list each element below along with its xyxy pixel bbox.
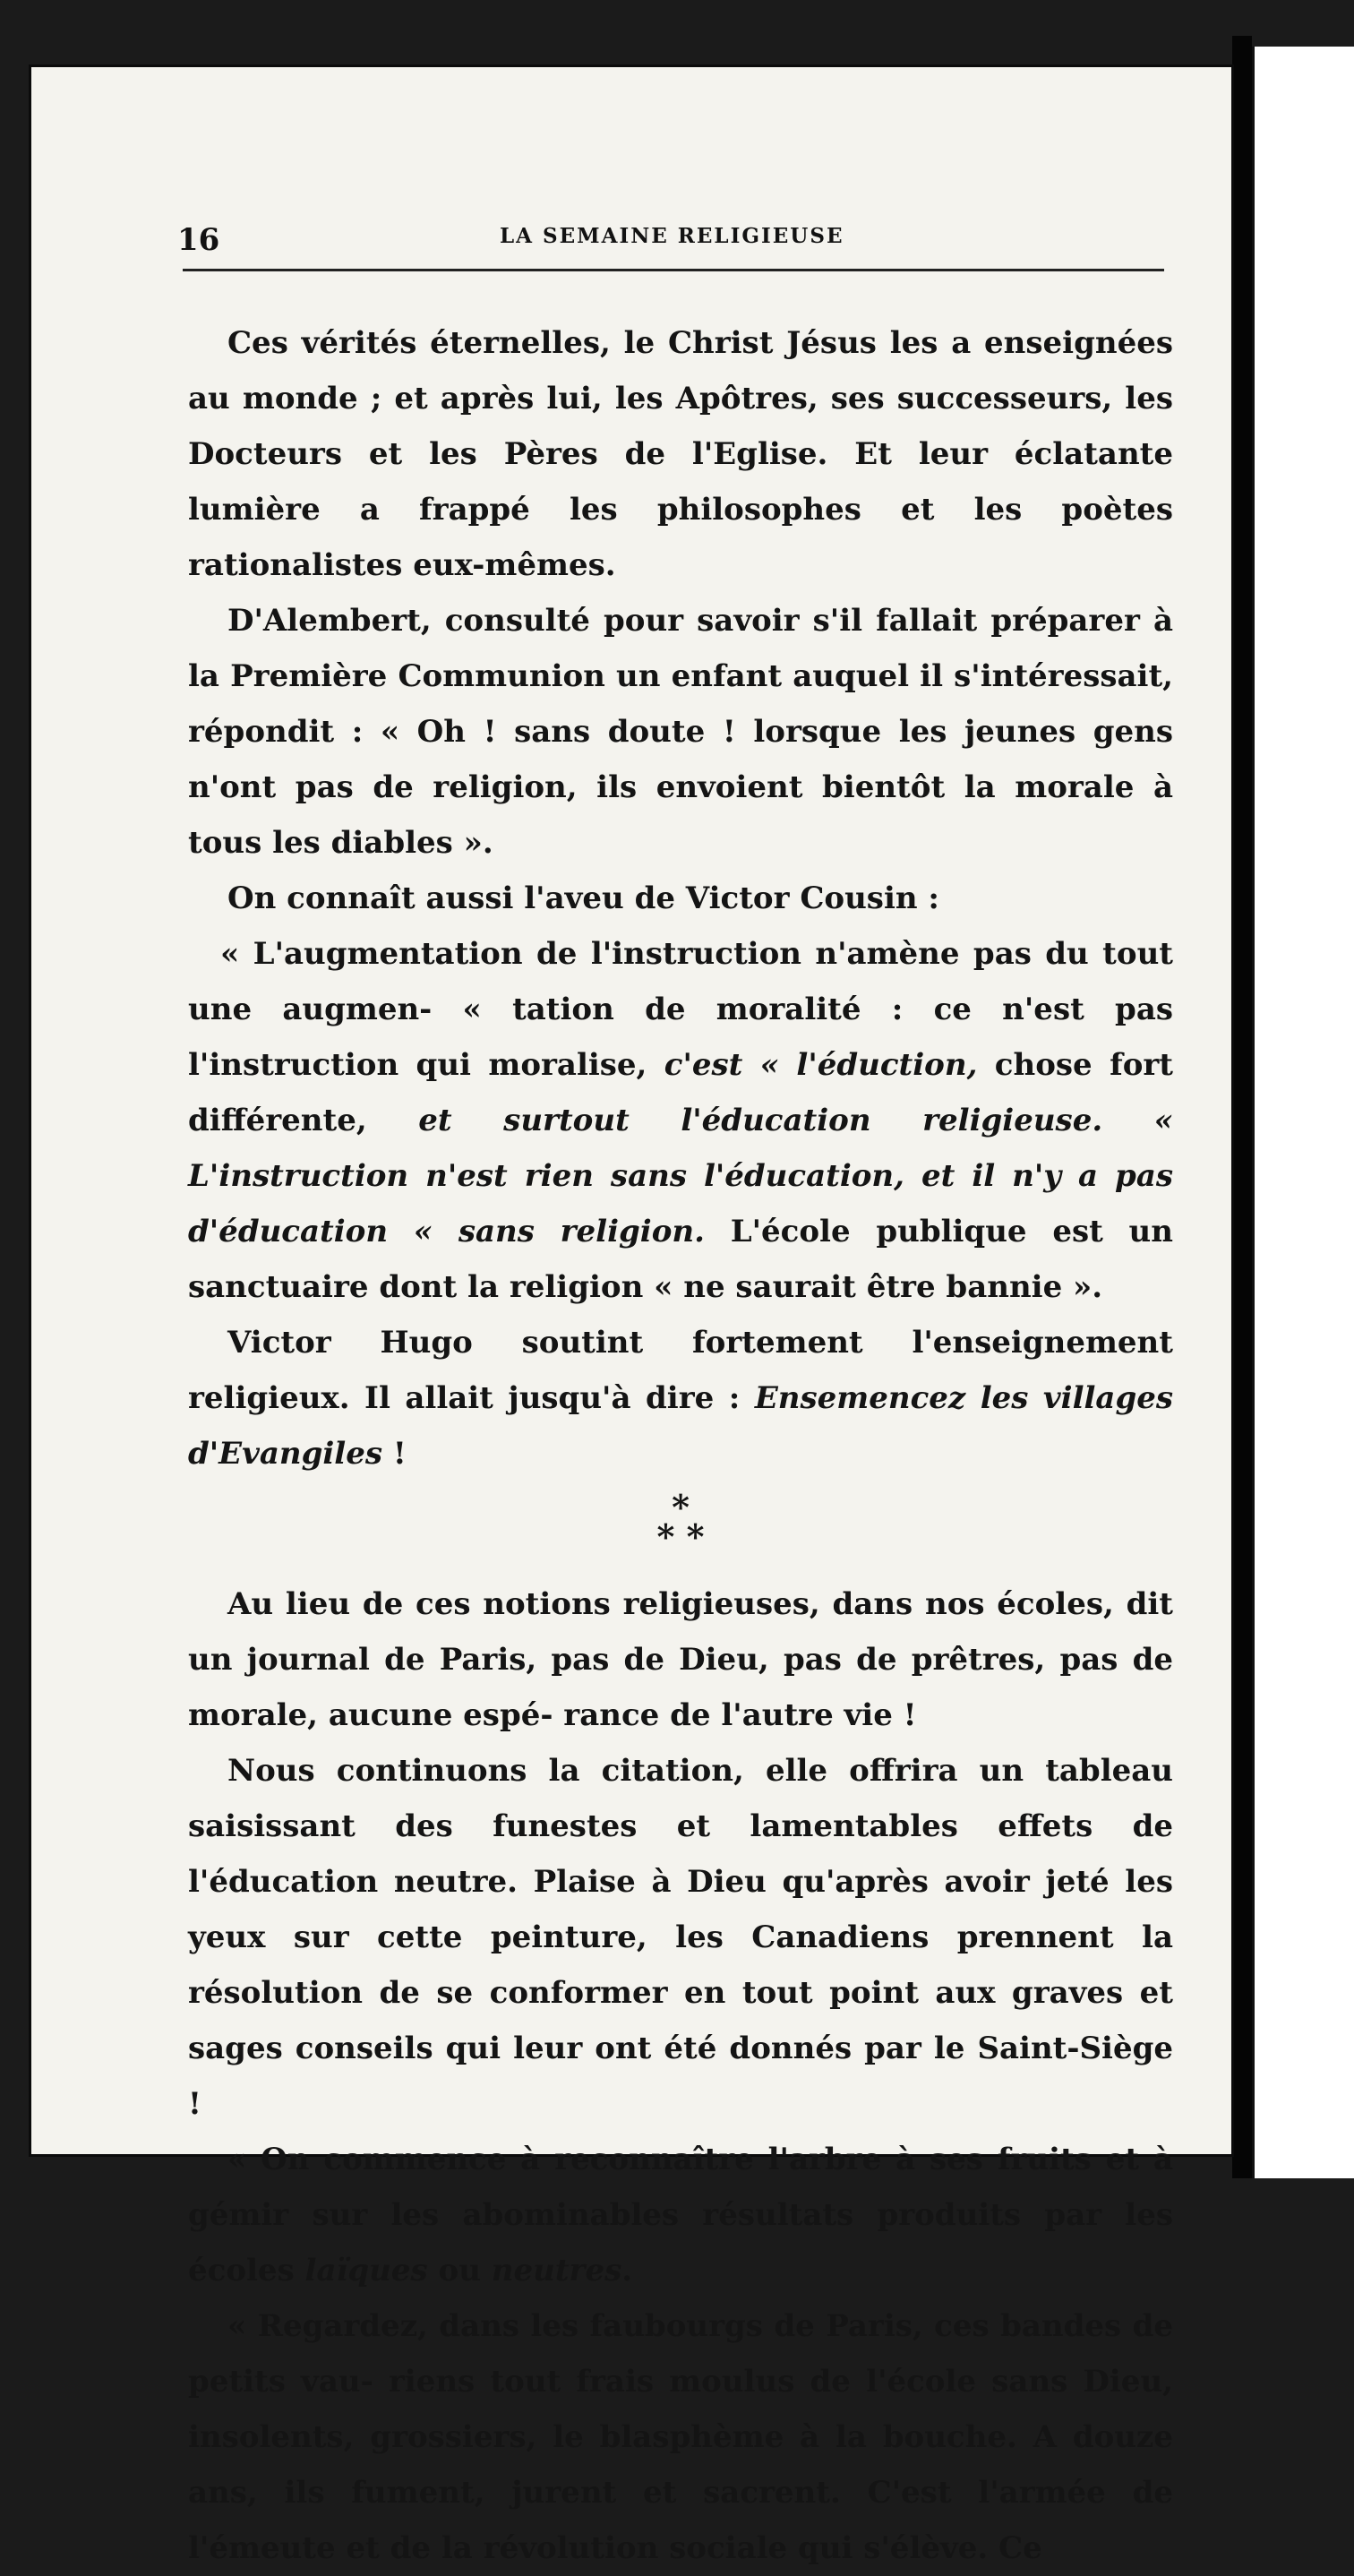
quote-text-1: « L'augmentation de l'instruction n'amène pas du tout une augmen- « tation de moralité : ce n'est pas l'instruction qui moralise, [188, 936, 1173, 1083]
header-rule [183, 269, 1164, 271]
paragraph-7 [188, 2132, 1173, 2298]
paragraph-4 [188, 1315, 1173, 1481]
p7-text-2: ou [427, 2253, 492, 2288]
section-break-asterism [188, 1487, 1173, 1557]
p7-italic-laiques: laïques [304, 2253, 428, 2288]
adjacent-page-edge [1252, 47, 1354, 2178]
p7-italic-neutres: neutres [491, 2253, 622, 2288]
running-title: LA SEMAINE RELIGIEUSE [500, 224, 844, 248]
page-body [188, 315, 1173, 2576]
paragraph-8: « Regardez, dans les faubourgs de Paris, ces bandes de petits vau- riens tout frais moulus de l'école sans Dieu, insolents, grossiers, le blasphème à la bouche. A douze ans, ils fument, jurent et sacrent. C'est l'armée de l'émeute et de la révolution sociale qui s'élève. Ce [188, 2308, 1173, 2566]
quote-italic-1: c'est « l'éduction, [664, 1047, 978, 1083]
quote-paragraph [188, 926, 1173, 1315]
paragraph-3: On connaît aussi l'aveu de Victor Cousin : [227, 880, 939, 916]
asterism-bottom: * * [656, 1516, 705, 1557]
p7-text-1: « On commence à reconnaître l'arbre à ses fruits et à gémir sur les abominables résultats produits par les écoles [188, 2142, 1173, 2288]
paragraph-1: Ces vérités éternelles, le Christ Jésus les a enseignées au monde ; et après lui, les Apôtres, ses successeurs, les Docteurs et les Pères de l'Eglise. Et leur éclatante lumière a frappé les philosophes et les poètes rationalistes eux-mêmes. [188, 325, 1173, 583]
paragraph-2: D'Alembert, consulté pour savoir s'il fallait préparer à la Première Communion un enfant auquel il s'intéressait, répondit : « Oh ! sans doute ! lorsque les jeunes gens n'ont pas de religion, ils envoient bientôt la morale à tous les diables ». [188, 603, 1173, 861]
hugo-quote: Ensemencez les villages d'Evangiles [188, 1380, 1174, 1472]
quote-text-2: chose fort différente, [188, 1047, 1173, 1138]
page-number: 16 [177, 222, 220, 258]
hugo-text: Victor Hugo soutint fortement l'enseignement religieux. Il allait jusqu'à dire : [188, 1325, 1173, 1416]
quote-text-3: L'école publique est un sanctuaire dont la religion « ne saurait être bannie ». [188, 1214, 1173, 1305]
paragraph-5: Au lieu de ces notions religieuses, dans nos écoles, dit un journal de Paris, pas de Dieu, pas de prêtres, pas de morale, aucune espé- rance de l'autre vie ! [188, 1586, 1173, 1733]
cousin-quote [188, 926, 1173, 1315]
page-gutter [1232, 36, 1252, 2178]
asterism-top: * [672, 1487, 690, 1527]
paragraph-6: Nous continuons la citation, elle offrira un tableau saisissant des funestes et lamentables effets de l'éducation neutre. Plaise à Dieu qu'après avoir jeté les yeux sur cette peinture, les Canadiens prennent la résolution de se conformer en tout point aux graves et sages conseils qui leur ont été donnés par le Saint-Siège ! [188, 1753, 1173, 2122]
page-header [150, 217, 1162, 258]
hugo-exclamation: ! [381, 1436, 407, 1472]
p7-text-3: . [621, 2253, 633, 2288]
quote-italic-2: et surtout l'éducation religieuse. « L'instruction n'est rien sans l'éducation, et il n'y a pas d'éducation « sans religion. [188, 1103, 1173, 1249]
